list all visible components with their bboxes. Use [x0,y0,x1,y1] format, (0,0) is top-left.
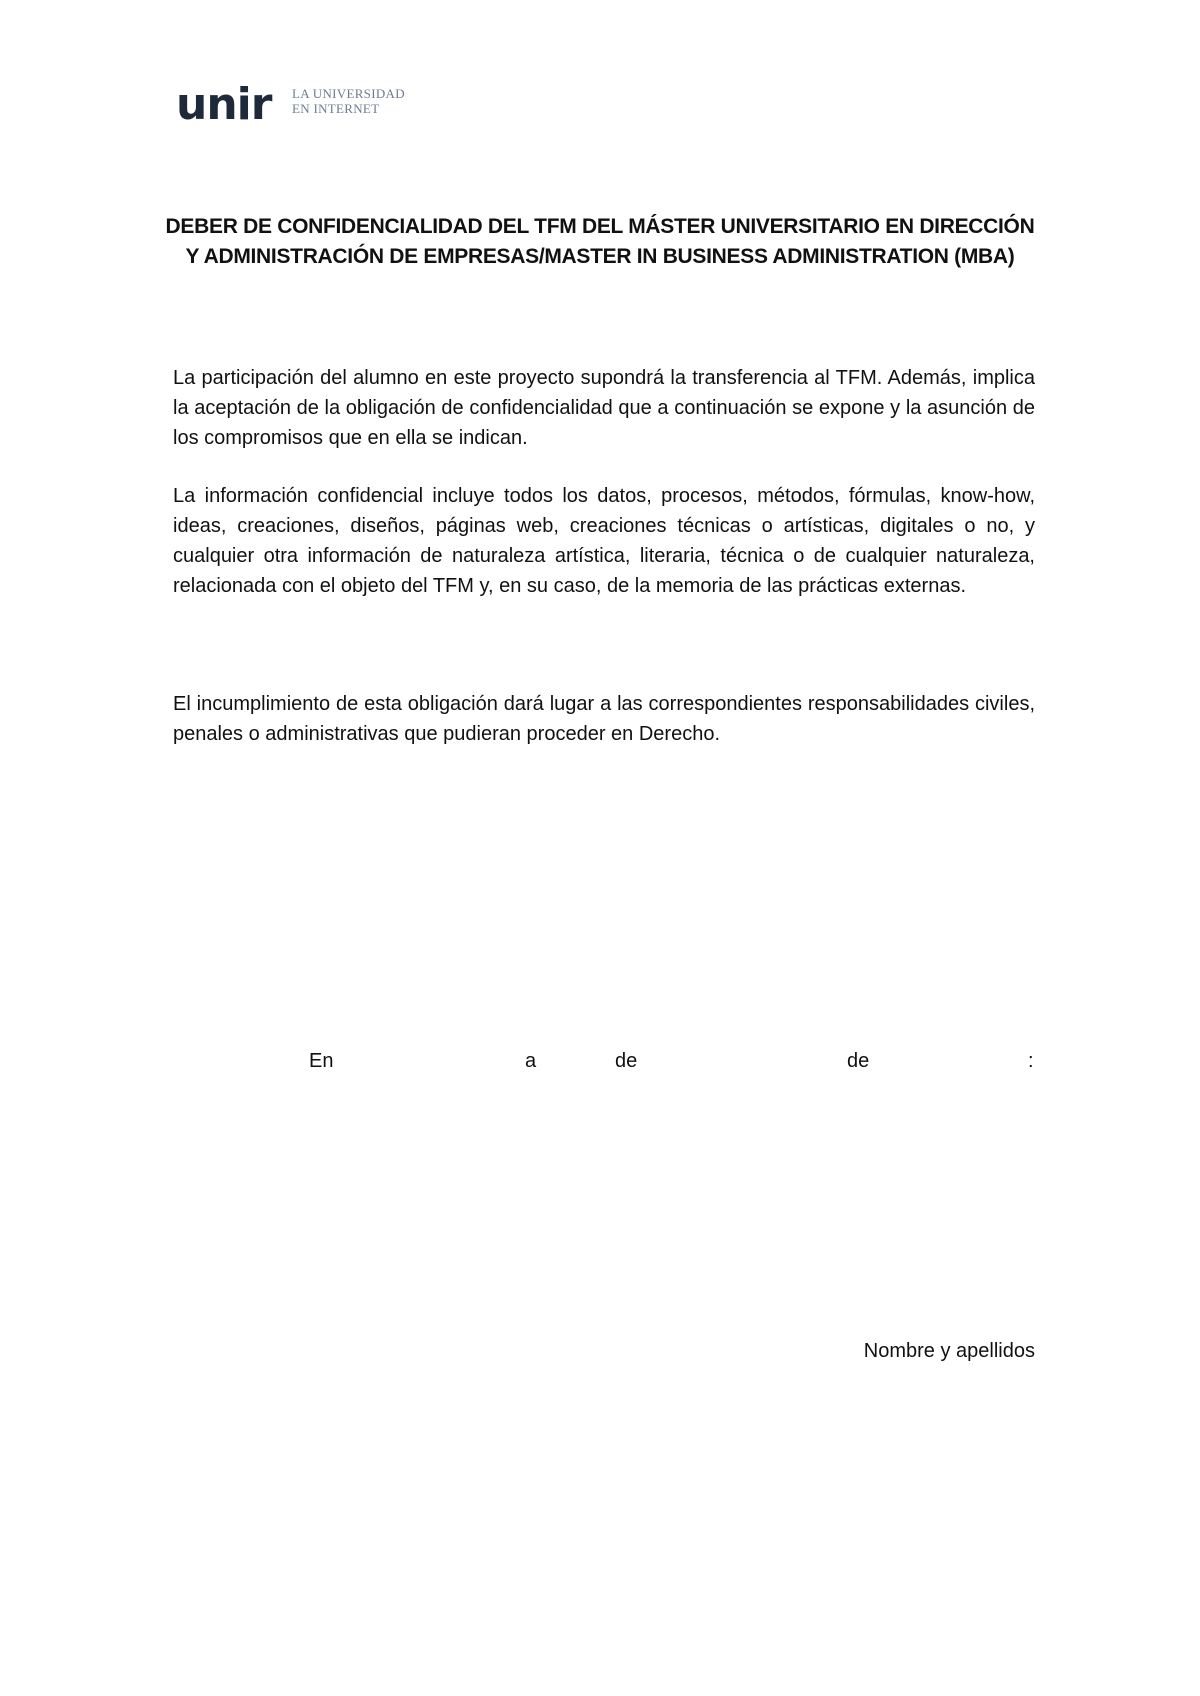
logo-tagline [292,86,405,116]
logo-tagline-line1: LA UNIVERSIDAD [292,86,405,101]
logo-tagline-line2: EN INTERNET [292,101,380,116]
document-title-line2: Y ADMINISTRACIÓN DE EMPRESAS/MASTER IN BUSINESS ADMINISTRATION (MBA) [185,245,1015,268]
date-line-a: a [525,1050,537,1072]
unir-logo [176,80,416,130]
date-line-de-year: de [847,1050,870,1072]
paragraph-confidential-information: La información confidencial incluye todos los datos, procesos, métodos, fórmulas, know-how, ideas, creaciones, diseños, páginas web, creaciones técnicas o artísticas, digitales o no, y cualquier otra información de naturaleza artística, literaria, técnica o de cualquier naturaleza, relacionada con el objeto del TFM y, en su caso, de la memoria de las prácticas externas. [173,485,1035,597]
date-line-colon: : [1028,1050,1034,1072]
document-title [140,212,1060,272]
date-line-de-month: de [615,1050,638,1072]
date-line-en: En [309,1050,334,1072]
signature-label: Nombre y apellidos [863,1340,1035,1362]
logo-wordmark: unir [176,79,272,130]
document-title-line1: DEBER DE CONFIDENCIALIDAD DEL TFM DEL MÁSTER UNIVERSITARIO EN DIRECCIÓN [165,215,1035,238]
paragraph-breach-consequences: El incumplimiento de esta obligación dará lugar a las correspondientes responsabilidades civiles, penales o administrativas que pudieran proceder en Derecho. [173,693,1035,745]
paragraph-participation: La participación del alumno en este proyecto supondrá la transferencia al TFM. Además, implica la aceptación de la obligación de confidencialidad que a continuación se expone y la asunción de los compromisos que en ella se indican. [173,367,1035,449]
